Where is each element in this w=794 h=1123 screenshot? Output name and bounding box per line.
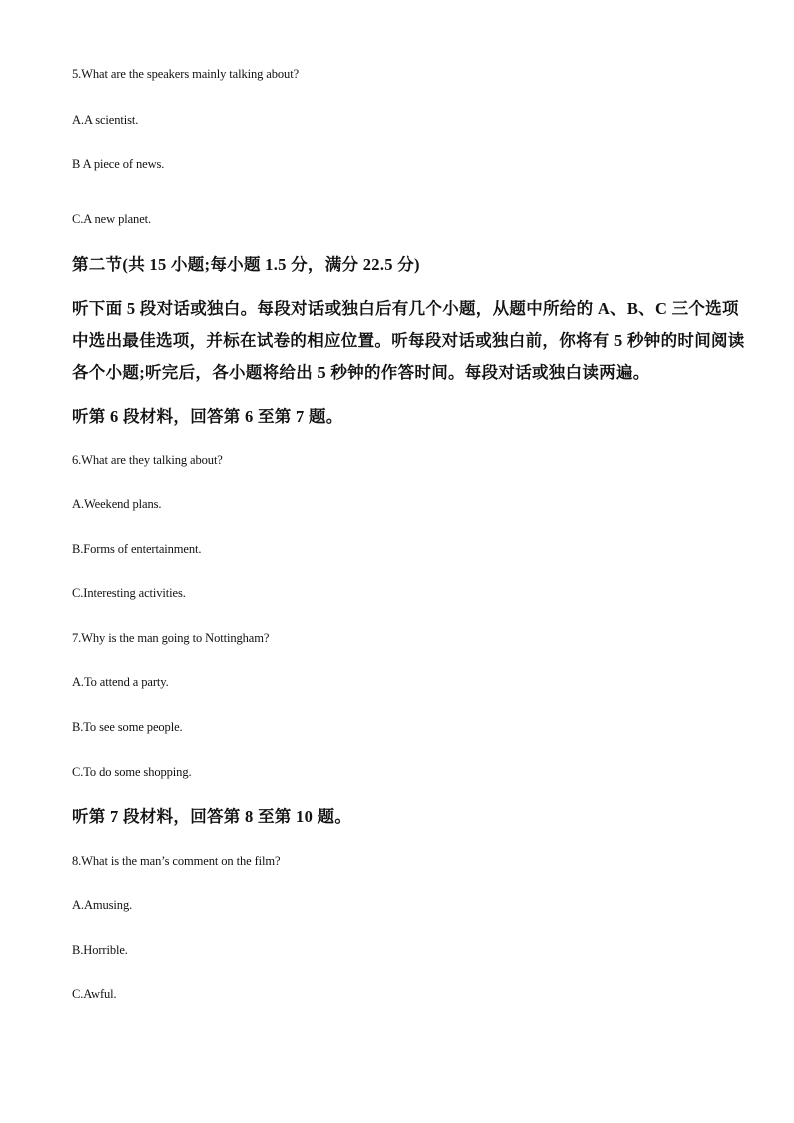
question-6-option-a: A.Weekend plans. [72,497,162,511]
question-6-option-b: B.Forms of entertainment. [72,542,202,556]
question-5-option-b: B A piece of news. [72,157,165,171]
material-6-heading: 听第 6 段材料，回答第 6 至第 7 题。 [72,407,343,426]
section-2-heading: 第二节(共 15 小题;每小题 1.5 分，满分 22.5 分) [72,255,420,274]
question-5-option-c: C.A new planet. [72,212,152,226]
section-2-instructions-line-2: 中选出最佳选项，并标在试卷的相应位置。听每段对话或独白前，你将有 5 秒钟的时间阅读 [72,331,745,350]
question-7-option-b: B.To see some people. [72,720,183,734]
question-8-option-a: A.Amusing. [72,898,133,912]
question-6-option-c: C.Interesting activities. [72,586,186,600]
question-7: 7.Why is the man going to Nottingham? [72,631,270,645]
section-2-instructions-line-3: 各个小题;听完后，各小题将给出 5 秒钟的作答时间。每段对话或独白读两遍。 [72,363,650,382]
question-8: 8.What is the man’s comment on the film? [72,854,281,868]
question-6: 6.What are they talking about? [72,453,223,467]
section-2-instructions-line-1: 听下面 5 段对话或独白。每段对话或独白后有几个小题，从题中所给的 A、B、C 三个选项 [72,299,739,318]
question-8-option-c: C.Awful. [72,987,117,1001]
question-5: 5.What are the speakers mainly talking about? [72,67,300,81]
question-7-option-a: A.To attend a party. [72,675,169,689]
question-8-option-b: B.Horrible. [72,943,128,957]
question-7-option-c: C.To do some shopping. [72,765,192,779]
material-7-heading: 听第 7 段材料，回答第 8 至第 10 题。 [72,807,352,826]
question-5-option-a: A.A scientist. [72,113,139,127]
